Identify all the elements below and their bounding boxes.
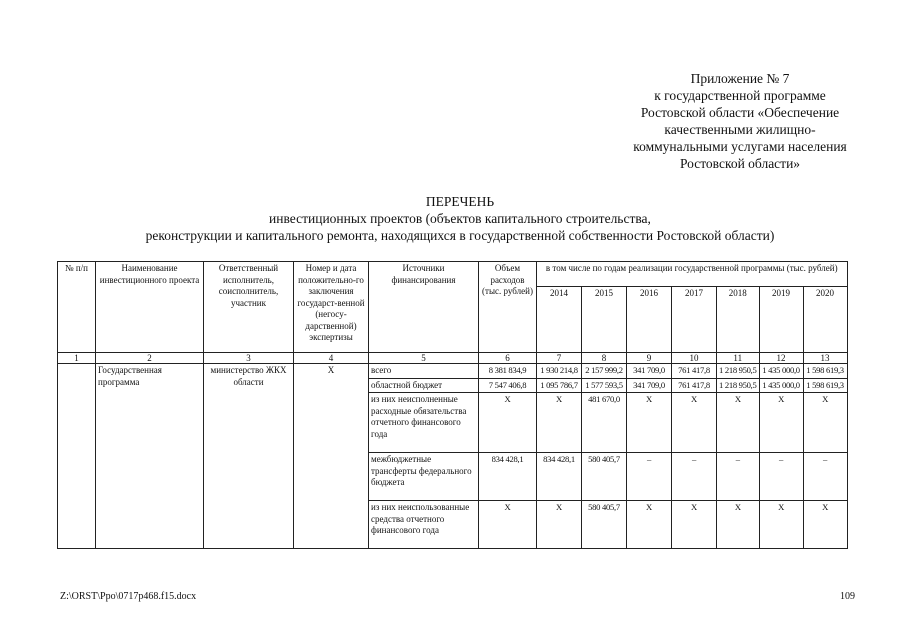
header-volume: Объем расходов (тыс. рублей) [479, 262, 537, 353]
executor-cell: министерство ЖКХ области [204, 364, 294, 549]
value-cell: 7 547 406,8 [479, 378, 537, 393]
value-cell: Х [717, 393, 760, 453]
header-year: 2016 [627, 287, 672, 353]
table-row [58, 364, 848, 379]
appendix-line: качественными жилищно- [664, 122, 816, 137]
col-number: 12 [759, 353, 803, 364]
appendix-line: Ростовской области «Обеспечение [640, 105, 840, 120]
col-number: 2 [96, 353, 204, 364]
header-row [58, 262, 848, 287]
header-executor: Ответственный исполнитель, соисполнитель, участник [204, 262, 294, 353]
col-number: 4 [294, 353, 369, 364]
col-number: 10 [672, 353, 717, 364]
appendix-line: к государственной программе [654, 88, 826, 103]
header-year: 2020 [803, 287, 847, 353]
value-cell: Х [479, 393, 537, 453]
value-cell: 2 157 999,2 [582, 364, 627, 379]
source-cell: из них неиспользованные средства отчетного финансового года [369, 501, 479, 549]
header-expertise: Номер и дата положительно-го заключения государст-венной (негосу-дарственной) экспертизы [294, 262, 369, 353]
value-cell: Х [672, 501, 717, 549]
value-cell: 341 709,0 [627, 378, 672, 393]
footer-file-path: Z:\ORST\Ppo\0717p468.f15.docx [60, 591, 197, 602]
col-number: 5 [369, 353, 479, 364]
value-cell: Х [672, 393, 717, 453]
value-cell: 481 670,0 [582, 393, 627, 453]
value-cell: Х [759, 501, 803, 549]
footer-page-number: 109 [840, 591, 855, 602]
value-cell: 761 417,8 [672, 364, 717, 379]
value-cell: – [803, 453, 847, 501]
value-cell: Х [537, 501, 582, 549]
row-num-cell [58, 364, 96, 549]
value-cell: 761 417,8 [672, 378, 717, 393]
value-cell: Х [479, 501, 537, 549]
source-cell: всего [369, 364, 479, 379]
col-number: 7 [537, 353, 582, 364]
appendix-block [600, 70, 880, 172]
source-cell: областной бюджет [369, 378, 479, 393]
value-cell: Х [627, 393, 672, 453]
col-number: 9 [627, 353, 672, 364]
appendix-line: Приложение № 7 [690, 71, 790, 86]
value-cell: – [759, 453, 803, 501]
title-heading: ПЕРЕЧЕНЬ [425, 194, 495, 209]
value-cell: 1 577 593,5 [582, 378, 627, 393]
value-cell: Х [803, 501, 847, 549]
header-year: 2015 [582, 287, 627, 353]
col-number: 3 [204, 353, 294, 364]
title-line-1: инвестиционных проектов (объектов капитального строительства, [269, 211, 651, 226]
header-years-group: в том числе по годам реализации государственной программы (тыс. рублей) [537, 262, 848, 287]
source-cell: из них неисполненные расходные обязательства отчетного финансового года [369, 393, 479, 453]
projects-table [57, 261, 848, 549]
value-cell: 341 709,0 [627, 364, 672, 379]
value-cell: 1 218 950,5 [717, 378, 760, 393]
header-sources: Источники финансирования [369, 262, 479, 353]
col-number: 13 [803, 353, 847, 364]
value-cell: 580 405,7 [582, 501, 627, 549]
value-cell: – [672, 453, 717, 501]
value-cell: Х [803, 393, 847, 453]
value-cell: 580 405,7 [582, 453, 627, 501]
value-cell: 834 428,1 [537, 453, 582, 501]
header-year: 2019 [759, 287, 803, 353]
value-cell: Х [759, 393, 803, 453]
appendix-line: Ростовской области» [679, 156, 801, 171]
appendix-line: коммунальными услугами населения [633, 139, 847, 154]
value-cell: 1 435 000,0 [759, 364, 803, 379]
value-cell: 1 435 000,0 [759, 378, 803, 393]
title-line-2: реконструкции и капитального ремонта, находящихся в государственной собственности Ростовской области) [145, 228, 775, 243]
value-cell: Х [627, 501, 672, 549]
value-cell: 1 218 950,5 [717, 364, 760, 379]
value-cell: 1 598 619,3 [803, 364, 847, 379]
header-year: 2014 [537, 287, 582, 353]
source-cell: межбюджетные трансферты федерального бюджета [369, 453, 479, 501]
document-title [60, 193, 860, 244]
header-year: 2017 [672, 287, 717, 353]
expertise-cell: Х [294, 364, 369, 549]
value-cell: Х [537, 393, 582, 453]
column-number-row [58, 353, 848, 364]
col-number: 1 [58, 353, 96, 364]
col-number: 6 [479, 353, 537, 364]
value-cell: – [717, 453, 760, 501]
value-cell: 1 930 214,8 [537, 364, 582, 379]
value-cell: Х [717, 501, 760, 549]
header-year: 2018 [717, 287, 760, 353]
col-number: 8 [582, 353, 627, 364]
value-cell: 8 381 834,9 [479, 364, 537, 379]
value-cell: 1 598 619,3 [803, 378, 847, 393]
value-cell: – [627, 453, 672, 501]
value-cell: 834 428,1 [479, 453, 537, 501]
header-num: № п/п [58, 262, 96, 353]
header-name: Наименование инвестиционного проекта [96, 262, 204, 353]
project-name-cell: Государственная программа [96, 364, 204, 549]
col-number: 11 [717, 353, 760, 364]
value-cell: 1 095 786,7 [537, 378, 582, 393]
